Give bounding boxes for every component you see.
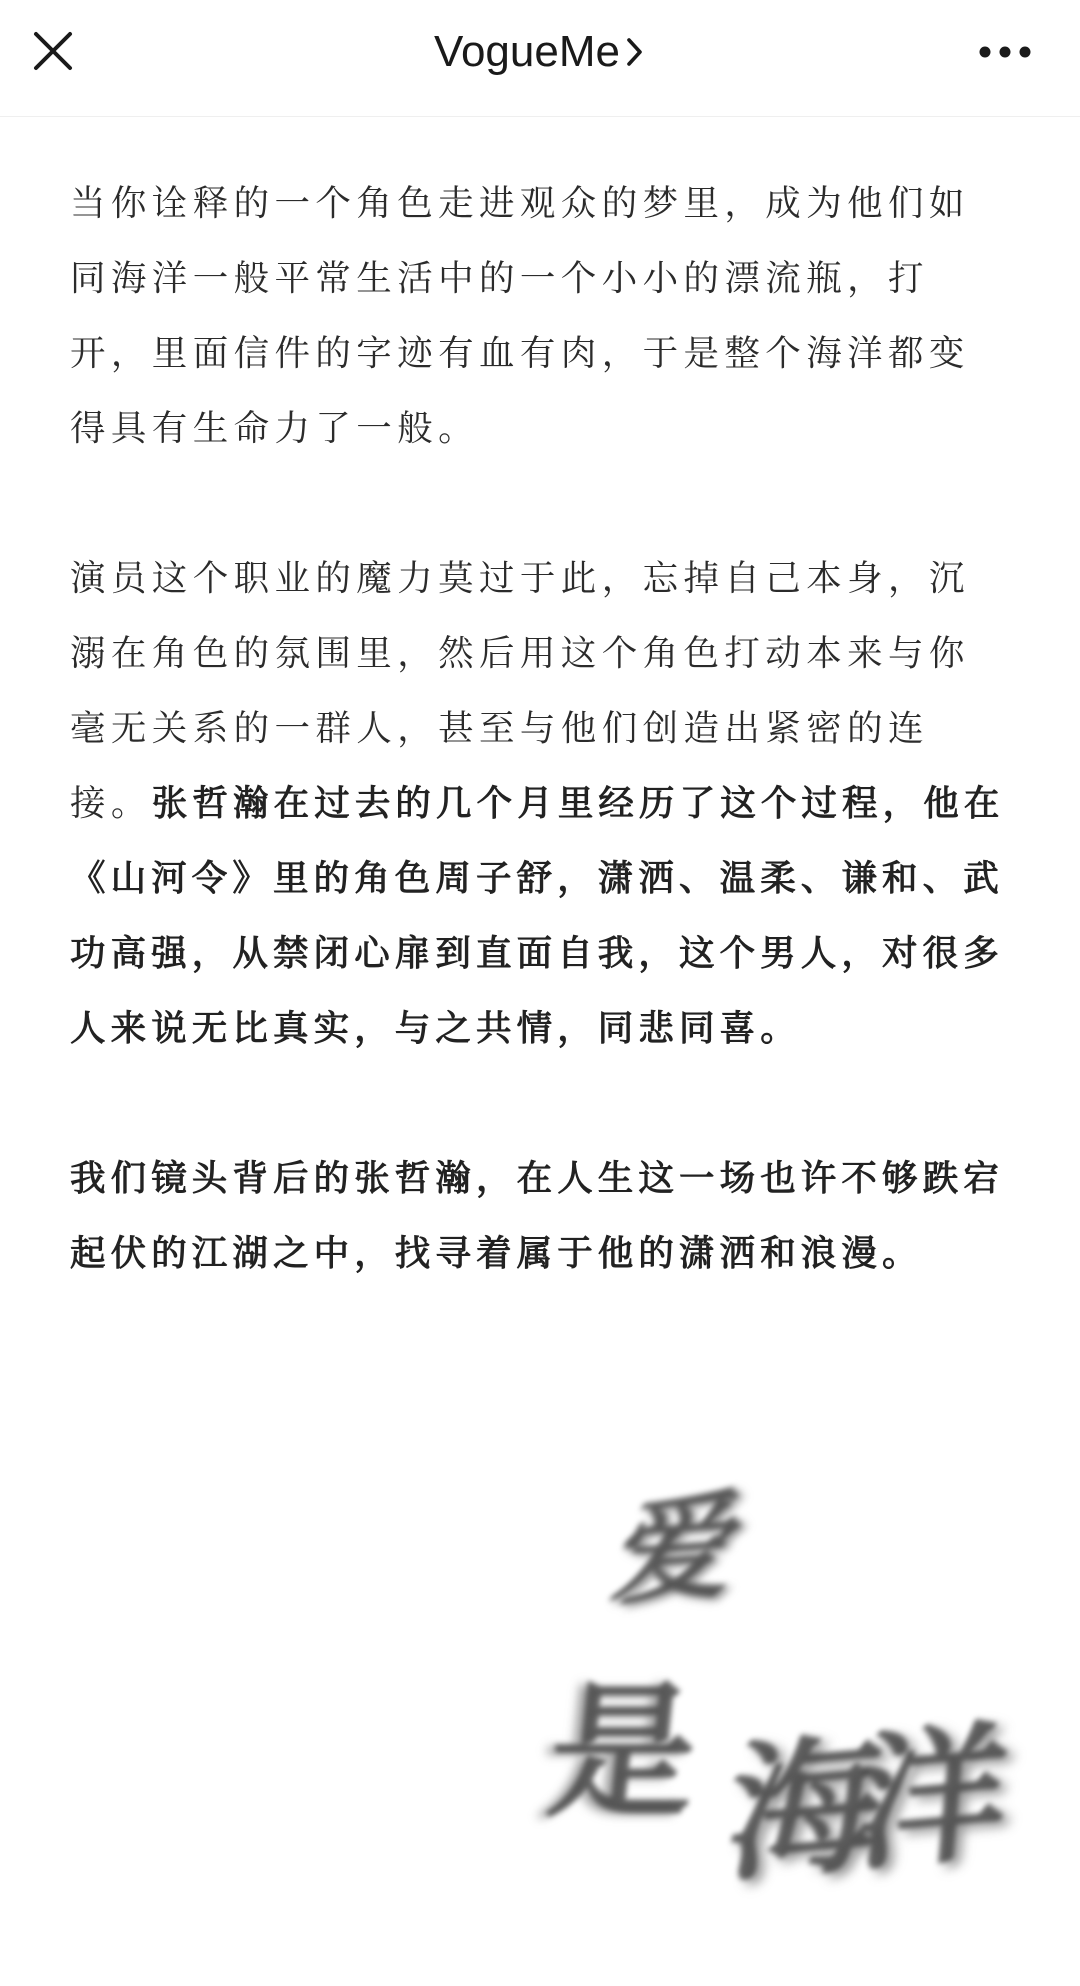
paragraph-bold-text: 张哲瀚在过去的几个月里经历了这个过程，他在《山河令》里的角色周子舒，潇洒、温柔、谦和、武功高强，从禁闭心扉到直面自我，这个男人，对很多人来说无比真实，与之共情，同悲同喜。 bbox=[70, 783, 1005, 1049]
close-icon bbox=[28, 24, 78, 80]
account-title-button[interactable] bbox=[434, 27, 646, 77]
article-body bbox=[70, 166, 1010, 1291]
article-paragraph-3 bbox=[70, 1141, 1010, 1291]
article-paragraph-2 bbox=[70, 541, 1010, 1066]
artwork-text-haiyang: 海洋 bbox=[720, 1706, 992, 1904]
more-options-button[interactable] bbox=[970, 28, 1040, 76]
artwork-text-shi: 是 bbox=[541, 1667, 706, 1838]
close-button[interactable] bbox=[28, 24, 78, 80]
top-navigation-bar bbox=[0, 0, 1080, 117]
paragraph-text: 演员这个职业的魔力莫过于此，忘掉自己本身，沉溺在角色的氛围里，然后用这个角色打动本来与你毫无关系的一群人，甚至与他们创造出紧密的连接。 bbox=[70, 558, 970, 824]
article-paragraph-1 bbox=[70, 166, 1010, 466]
article-artwork-image bbox=[520, 1475, 1040, 1986]
paragraph-bold-text: 我们镜头背后的张哲瀚，在人生这一场也许不够跌宕起伏的江湖之中，找寻着属于他的潇洒和浪漫。 bbox=[70, 1158, 1004, 1274]
paragraph-text: 当你诠释的一个角色走进观众的梦里，成为他们如同海洋一般平常生活中的一个小小的漂流瓶，打开，里面信件的字迹有血有肉，于是整个海洋都变得具有生命力了一般。 bbox=[70, 183, 970, 449]
account-title: VogueMe bbox=[434, 27, 620, 76]
artwork-text-ai: 爱 bbox=[601, 1475, 758, 1622]
more-icon bbox=[970, 28, 1040, 76]
chevron-right-icon bbox=[624, 32, 646, 72]
